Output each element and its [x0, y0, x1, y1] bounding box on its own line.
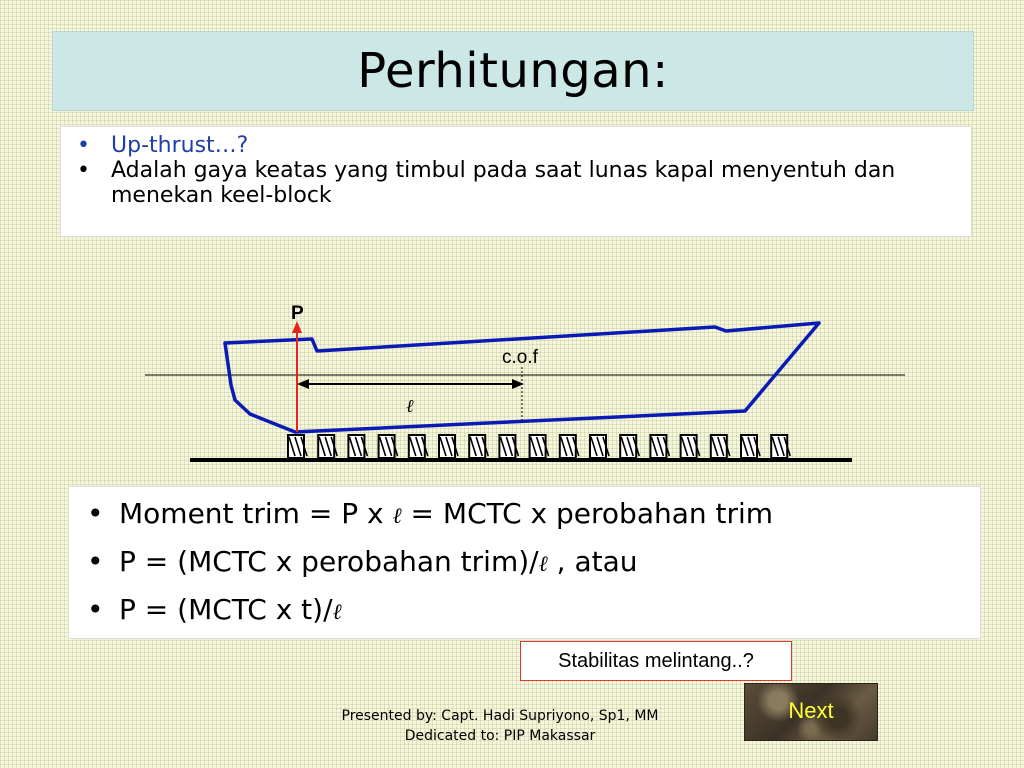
bullet-icon: • — [77, 158, 90, 183]
presenter-credit: Presented by: Capt. Hadi Supriyono, Sp1, MM — [341, 708, 659, 724]
formula-text: P = (MCTC x perobahan trim)/ — [119, 545, 539, 578]
bullet-icon: • — [87, 593, 104, 626]
list-item — [73, 133, 959, 158]
bullet-icon: • — [77, 133, 90, 158]
bullet-icon: • — [87, 545, 104, 578]
keel-block — [348, 435, 367, 458]
formula-p-perobahan — [83, 539, 966, 587]
formula-p-t — [83, 587, 966, 635]
keel-block — [681, 435, 700, 458]
next-button-label: Next — [788, 698, 834, 723]
formula-text: , atau — [547, 545, 638, 578]
stabilitas-link[interactable]: Stabilitas melintang..? — [520, 641, 792, 681]
lever-symbol: ℓ — [538, 552, 548, 577]
keel-block — [771, 435, 790, 458]
definition-list — [73, 133, 959, 208]
definition-box — [60, 126, 972, 237]
keel-block — [318, 435, 337, 458]
formula-list — [83, 491, 966, 635]
formula-text: = MCTC x perobahan trim — [401, 497, 774, 530]
bullet-icon: • — [87, 497, 104, 530]
keel-block — [590, 435, 609, 458]
keel-block — [620, 435, 639, 458]
lever-label: ℓ — [406, 396, 414, 417]
keel-block — [409, 435, 428, 458]
keel-block — [650, 435, 669, 458]
formula-text: P = (MCTC x t)/ — [119, 593, 333, 626]
lever-symbol: ℓ — [332, 600, 342, 625]
formula-moment-trim — [83, 491, 966, 539]
lever-arrowhead-left — [297, 379, 309, 389]
footer — [280, 706, 720, 746]
keel-block — [379, 435, 398, 458]
upthrust-definition: Adalah gaya keatas yang timbul pada saat lunas kapal menyentuh dan menekan keel-block — [111, 158, 896, 208]
keel-block — [439, 435, 458, 458]
keel-block — [469, 435, 488, 458]
formula-box — [68, 486, 981, 639]
keel-block — [560, 435, 579, 458]
keel-block — [288, 435, 307, 458]
dedication-credit: Dedicated to: PIP Makassar — [404, 728, 596, 744]
keel-blocks — [288, 435, 790, 458]
upthrust-question: Up-thrust…? — [111, 133, 249, 158]
force-label: P — [291, 303, 304, 324]
cof-label: c.o.f — [502, 347, 538, 368]
keel-block — [499, 435, 518, 458]
list-item — [73, 158, 959, 208]
ship-keel-block-diagram — [140, 295, 910, 470]
formula-text: Moment trim = P x — [119, 497, 393, 530]
lever-symbol: ℓ — [392, 504, 402, 529]
keel-block — [711, 435, 730, 458]
keel-block — [741, 435, 760, 458]
slide-title: Perhitungan: — [357, 43, 669, 99]
keel-block — [530, 435, 549, 458]
title-bar — [52, 31, 974, 111]
next-button[interactable] — [744, 683, 878, 741]
